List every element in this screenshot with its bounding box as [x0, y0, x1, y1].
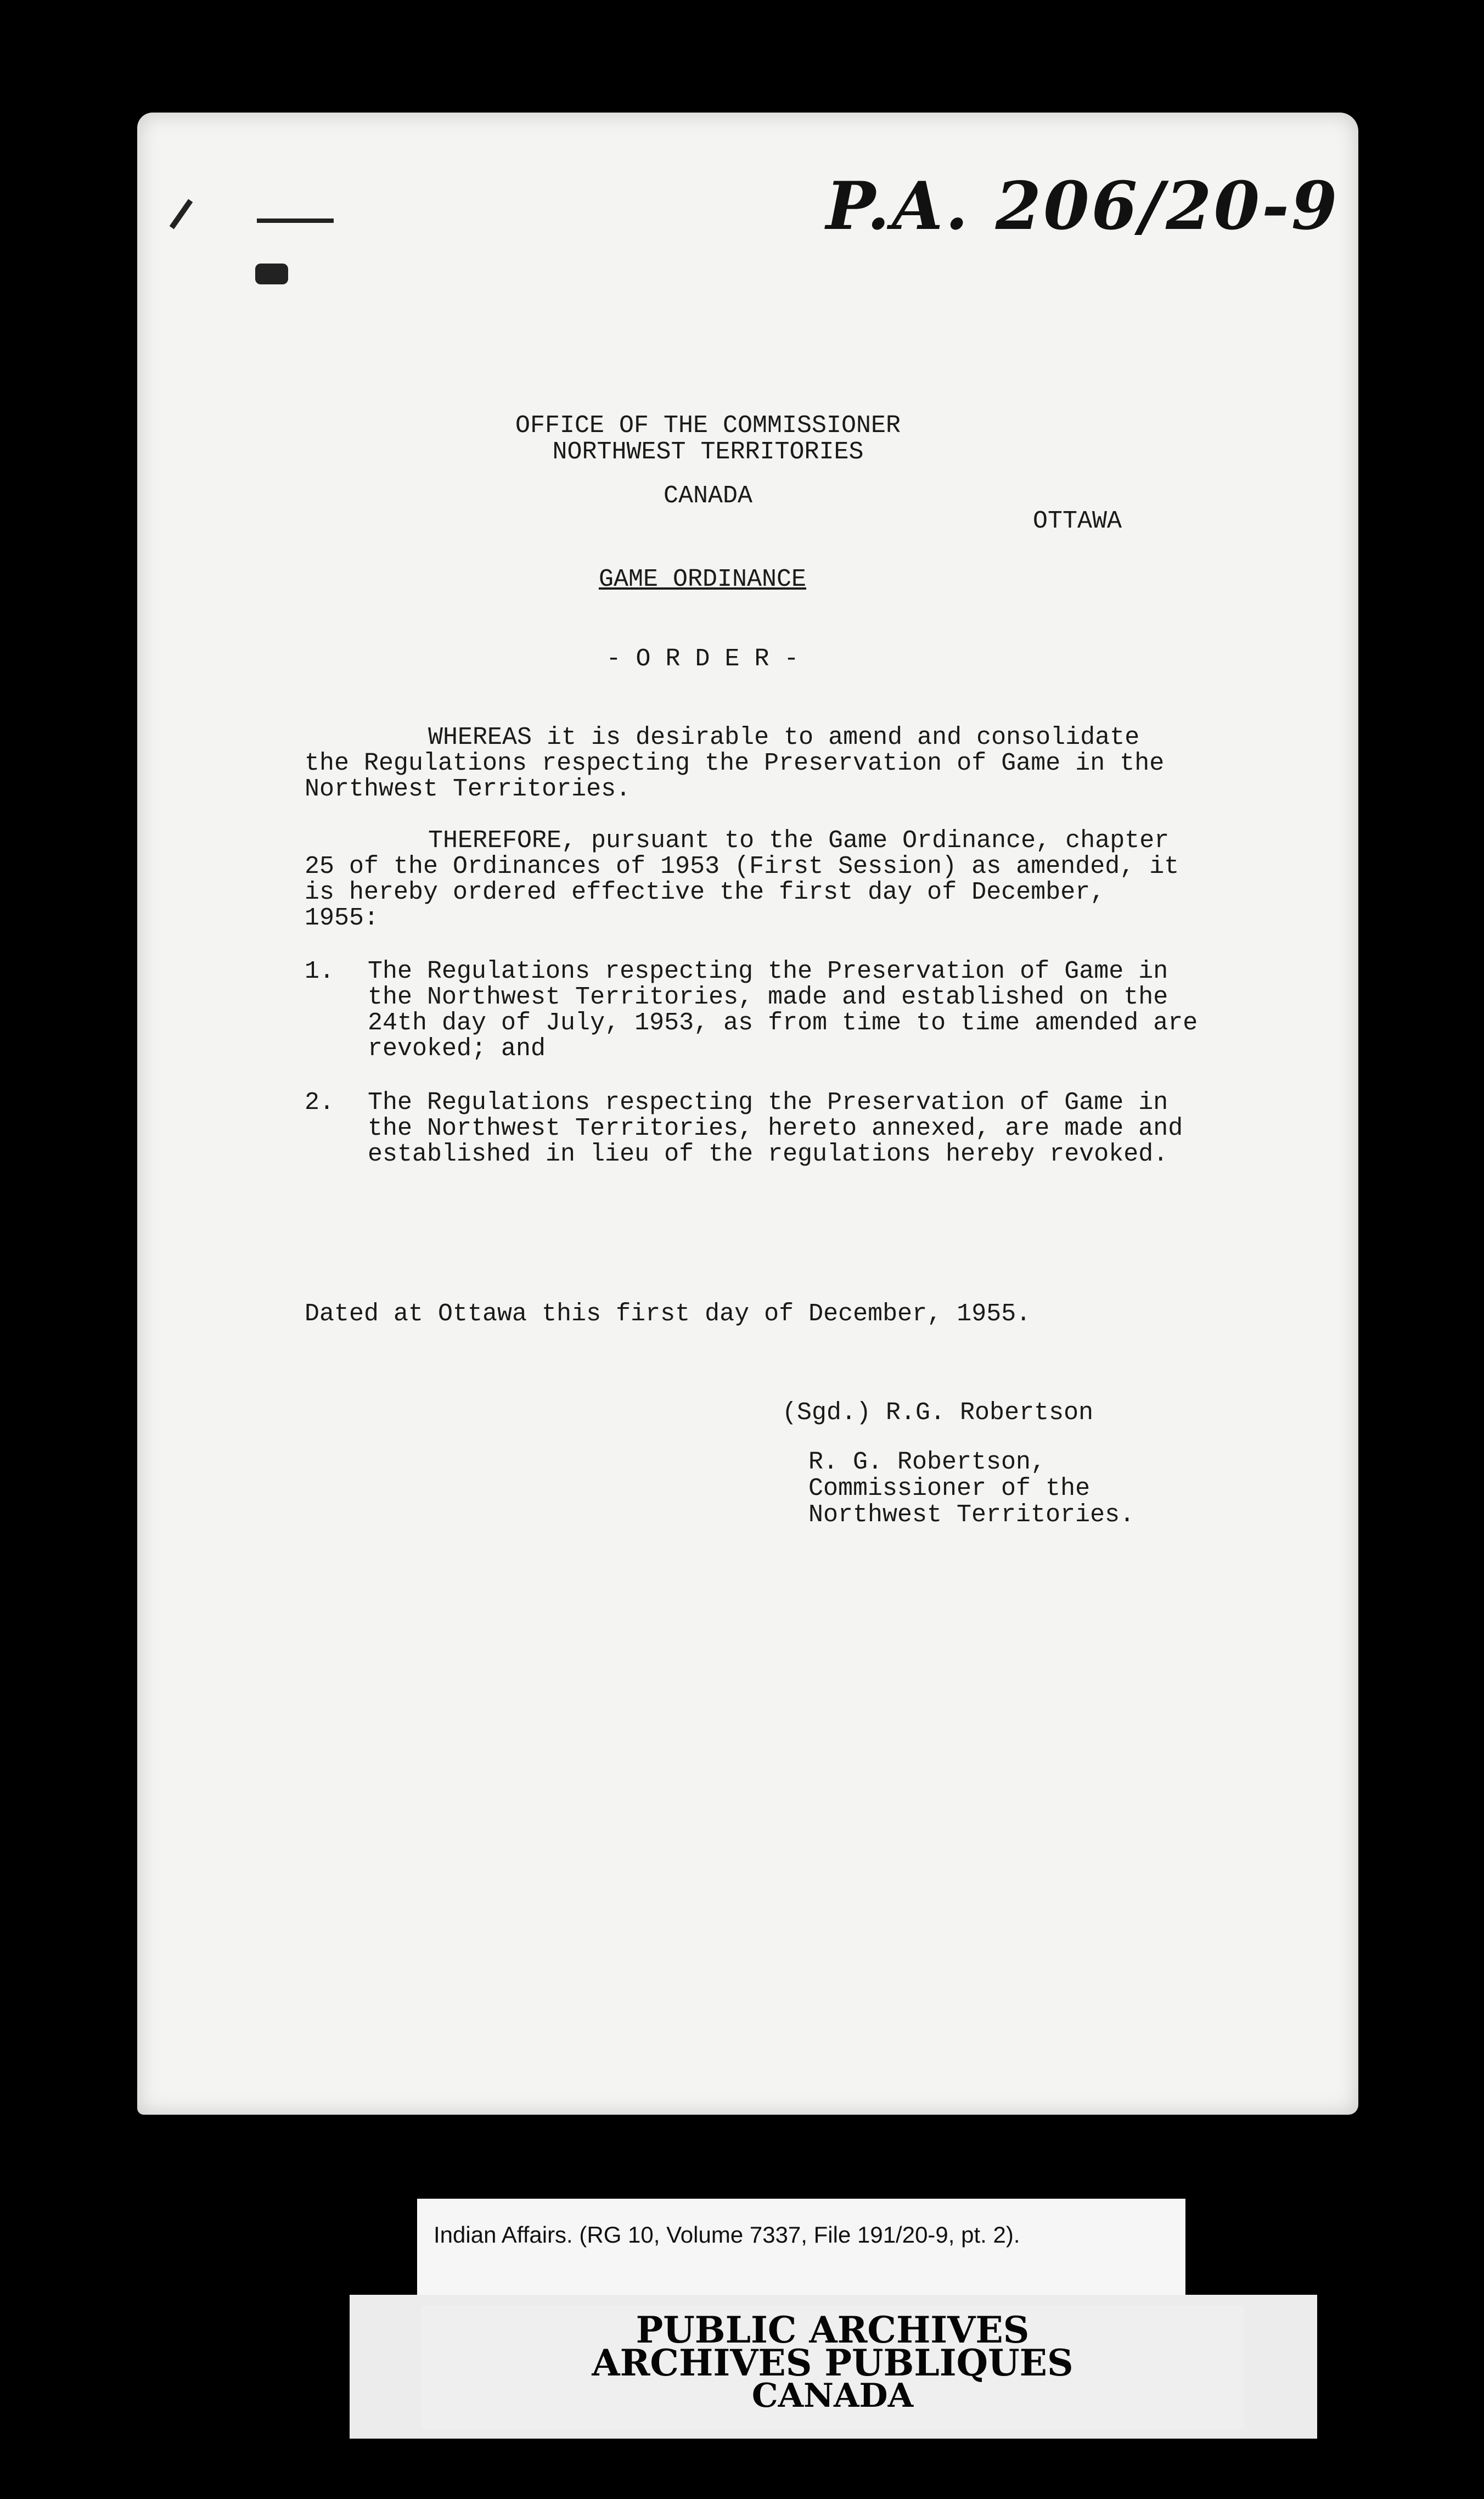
dated-line: Dated at Ottawa this first day of December, 1955.: [305, 1300, 1031, 1328]
whereas-text: WHEREAS it is desirable to amend and consolidate the Regulations respecting the Preservation of Game in the Northwest Territories.: [305, 724, 1165, 803]
archive-reference: P.A. 206/20-9: [826, 167, 1340, 245]
signatory-name: R. G. Robertson,: [808, 1448, 1046, 1476]
item-text: The Regulations respecting the Preservation of Game in the Northwest Territories, hereto annexed, are made and established in lieu of the regulations hereby revoked.: [368, 1089, 1183, 1168]
signatory-title-2: Northwest Territories.: [808, 1501, 1135, 1529]
list-item: [305, 959, 1227, 1068]
office-line-1: OFFICE OF THE COMMISSIONER: [515, 412, 901, 440]
office-line-2: NORTHWEST TERRITORIES: [552, 438, 864, 466]
stamp-line-2: ARCHIVES PUBLIQUES: [592, 2341, 1073, 2384]
source-label-text: Indian Affairs. (RG 10, Volume 7337, File 191/20-9, pt. 2).: [434, 2222, 1020, 2248]
signed-line: (Sgd.) R.G. Robertson: [782, 1399, 1094, 1427]
archives-stamp: [350, 2295, 1317, 2439]
edge-mark: [255, 264, 288, 284]
office-line-3: CANADA: [663, 482, 753, 510]
item-text: The Regulations respecting the Preservation of Game in the Northwest Territories, made and established on the 24th day of July, 1953, as from time to time amended are revoked; and: [368, 957, 1198, 1063]
edge-mark: [257, 218, 334, 223]
document-title: GAME ORDINANCE: [598, 565, 807, 593]
stamp-line-3: CANADA: [751, 2377, 914, 2415]
source-label: [417, 2199, 1185, 2296]
list-item: [305, 1090, 1227, 1200]
therefore-paragraph: [305, 828, 1183, 931]
signatory-title-1: Commissioner of the: [808, 1475, 1090, 1503]
place-name: OTTAWA: [1033, 507, 1122, 535]
item-number: 1.: [305, 957, 335, 985]
item-number: 2.: [305, 1089, 335, 1117]
whereas-paragraph: [305, 725, 1194, 802]
therefore-text: THEREFORE, pursuant to the Game Ordinance, chapter 25 of the Ordinances of 1953 (First Session) as amended, it is hereby ordered effective the first day of December, 1955:: [305, 827, 1179, 932]
stamp-line-1: PUBLIC ARCHIVES: [636, 2309, 1030, 2351]
document-subtitle: - O R D E R -: [606, 645, 799, 673]
